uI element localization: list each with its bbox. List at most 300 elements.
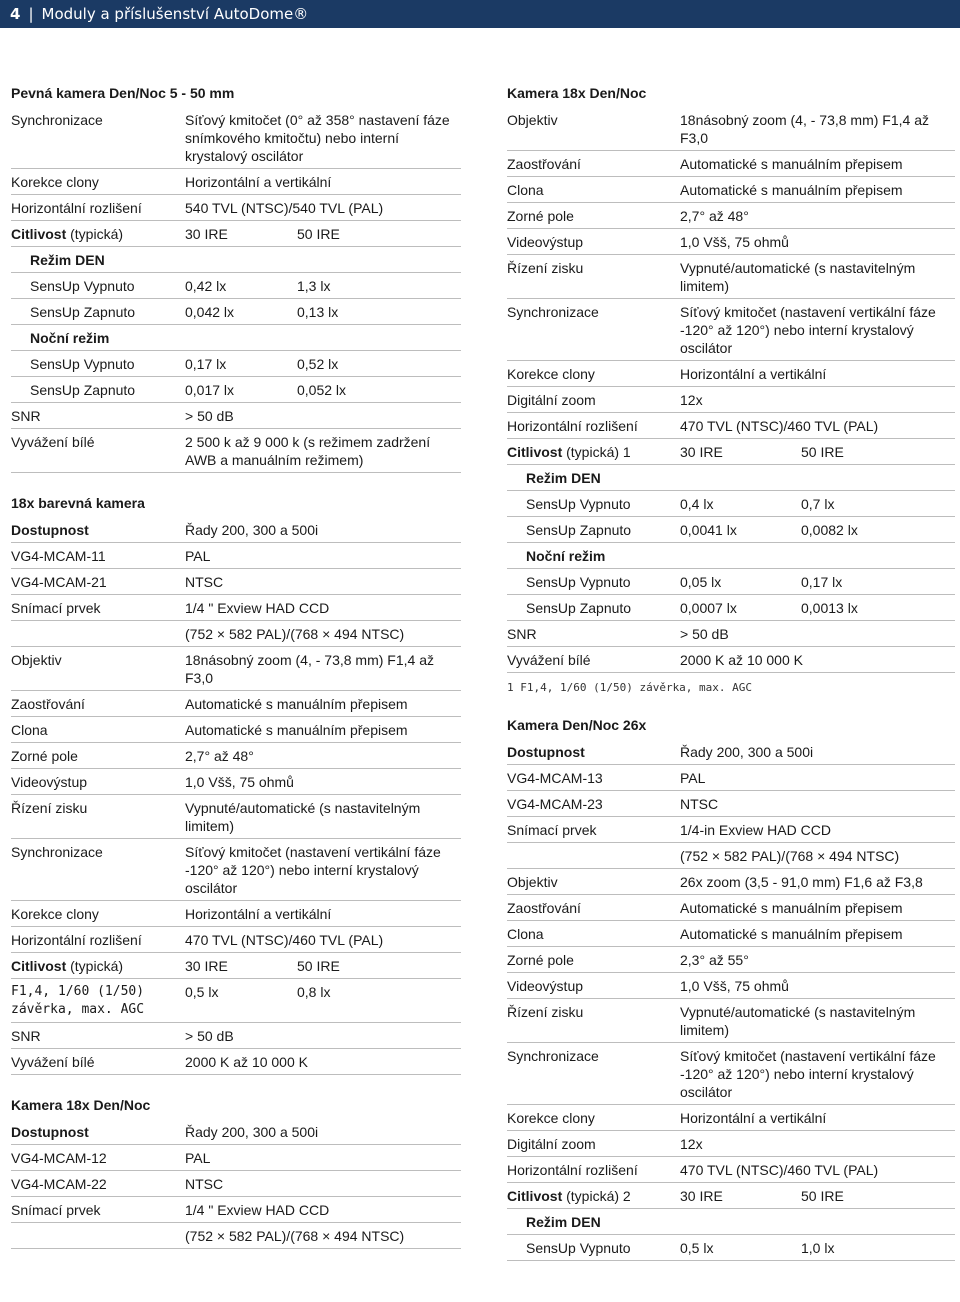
spec-row: [507, 625, 955, 651]
spec-label: [11, 407, 41, 425]
spec-value: 30 IRE: [185, 958, 228, 974]
spec-value-2: 50 IRE: [297, 958, 340, 974]
spec-label-main: Snímací prvek: [507, 822, 597, 838]
page-header: [0, 0, 960, 28]
spec-value: (752 × 582 PAL)/(768 × 494 NTSC): [185, 626, 405, 642]
spec-value: 0,4 lx: [680, 496, 714, 512]
spec-row: [11, 251, 461, 277]
spec-label-suffix: (typická) 2: [562, 1188, 631, 1204]
spec-label: [11, 1027, 41, 1045]
spec-row: [507, 795, 955, 821]
spec-value: Horizontální a vertikální: [185, 906, 332, 922]
spec-value: PAL: [680, 770, 706, 786]
spec-label-main: Synchronizace: [507, 1048, 599, 1064]
spec-label: [30, 303, 135, 321]
row-divider: [507, 646, 955, 647]
row-divider: [507, 176, 955, 177]
spec-label-main: Režim DEN: [526, 1214, 601, 1230]
spec-label: [30, 251, 105, 269]
spec-row: [11, 521, 461, 547]
spec-label: [11, 433, 95, 451]
spec-value: Automatické s manuálním přepisem: [680, 900, 903, 916]
spec-value: 0,17 lx: [185, 356, 227, 372]
spec-value: Síťový kmitočet (nastavení vertikální fáze -120° až 120°) nebo interní krystalový oscilátor: [185, 844, 441, 896]
spec-label-suffix: (typická) 1: [562, 444, 631, 460]
row-divider: [11, 978, 461, 979]
spec-label-main: Zaostřování: [11, 696, 85, 712]
spec-value: 1,0 Všš, 75 ohmů: [185, 774, 294, 790]
row-divider: [11, 1022, 461, 1023]
spec-label-main: SensUp Vypnuto: [526, 574, 631, 590]
row-divider: [507, 1234, 955, 1235]
row-divider: [11, 376, 461, 377]
spec-label: [507, 233, 583, 251]
spec-row: [11, 651, 461, 695]
spec-label: [11, 931, 142, 949]
row-divider: [11, 298, 461, 299]
spec-value: 30 IRE: [185, 226, 228, 242]
spec-value: NTSC: [185, 1176, 224, 1192]
row-divider: [11, 838, 461, 839]
row-divider: [11, 768, 461, 769]
spec-value: 2,7° až 48°: [185, 748, 254, 764]
spec-value: Řady 200, 300 a 500i: [185, 522, 319, 538]
spec-label-main: Dostupnost: [11, 522, 89, 538]
row-divider: [11, 1074, 461, 1075]
spec-row: [507, 769, 955, 795]
spec-row: [507, 925, 955, 951]
header-title: Moduly a příslušenství AutoDome®: [41, 5, 309, 23]
spec-label: [507, 651, 591, 669]
spec-row: [507, 233, 955, 259]
spec-value: 0,5 lx: [680, 1240, 714, 1256]
spec-label-main: Řízení zisku: [507, 260, 584, 276]
spec-row: [11, 1201, 461, 1227]
row-divider: [11, 324, 461, 325]
row-divider: [11, 542, 461, 543]
spec-label-main: Snímací prvek: [11, 1202, 101, 1218]
spec-label: [30, 329, 109, 347]
row-divider: [507, 1130, 955, 1131]
row-divider: [507, 620, 955, 621]
spec-row: [507, 469, 955, 495]
section-title: Kamera Den/Noc 26x: [507, 717, 647, 733]
spec-value: 2,3° až 55°: [680, 952, 749, 968]
spec-label-main: Zorné pole: [507, 208, 574, 224]
spec-label: [30, 277, 135, 295]
row-divider: [507, 868, 955, 869]
spec-value: 0,05 lx: [680, 574, 722, 590]
spec-label-main: Režim DEN: [30, 252, 105, 268]
spec-row: [11, 747, 461, 773]
page-number: 4: [10, 5, 21, 23]
spec-row: [507, 495, 955, 521]
row-divider: [507, 998, 955, 999]
spec-label-main: Objektiv: [11, 652, 62, 668]
spec-row: [11, 773, 461, 799]
spec-row: [507, 1213, 955, 1239]
spec-label-main: Citlivost: [507, 444, 563, 460]
spec-value: PAL: [185, 1150, 211, 1166]
spec-label: [11, 1123, 89, 1141]
spec-value: Řady 200, 300 a 500i: [185, 1124, 319, 1140]
spec-label: [11, 599, 100, 617]
spec-label-main: Vyvážení bílé: [11, 1054, 95, 1070]
row-divider: [507, 842, 955, 843]
spec-value: 1/4-in Exview HAD CCD: [680, 822, 831, 838]
spec-value: 0,0041 lx: [680, 522, 737, 538]
spec-label-main: SensUp Vypnuto: [526, 496, 631, 512]
spec-row: [507, 547, 955, 573]
spec-row: [507, 443, 955, 469]
row-divider: [507, 412, 955, 413]
spec-row: [507, 951, 955, 977]
spec-value: Síťový kmitočet (0° až 358° nastavení fáze snímkového kmitočtu) nebo interní krystalový oscilátor: [185, 112, 450, 164]
row-divider: [507, 894, 955, 895]
spec-label: [11, 905, 99, 923]
spec-label: [507, 951, 574, 969]
spec-label: [11, 747, 78, 765]
row-divider: [507, 764, 955, 765]
spec-label: [507, 391, 596, 409]
spec-value: PAL: [185, 548, 211, 564]
spec-label: [507, 1109, 595, 1127]
spec-row: [507, 743, 955, 769]
spec-label-main: Horizontální rozlišení: [11, 932, 142, 948]
row-divider: [507, 790, 955, 791]
spec-label-main: SensUp Vypnuto: [526, 1240, 631, 1256]
spec-label: [507, 207, 574, 225]
row-divider: [507, 1156, 955, 1157]
spec-row: [11, 1227, 461, 1253]
spec-label-main: Synchronizace: [11, 112, 103, 128]
spec-row: [11, 983, 461, 1027]
spec-label-main: Noční režim: [526, 548, 606, 564]
spec-row: [11, 381, 461, 407]
spec-row: [507, 181, 955, 207]
spec-value: Automatické s manuálním přepisem: [680, 156, 903, 172]
spec-value: Horizontální a vertikální: [680, 1110, 827, 1126]
spec-row: [11, 1149, 461, 1175]
section-title: Kamera 18x Den/Noc: [11, 1097, 151, 1113]
spec-label: [507, 743, 585, 761]
spec-label-main: Citlivost: [11, 226, 67, 242]
spec-value: (752 × 582 PAL)/(768 × 494 NTSC): [185, 1228, 405, 1244]
spec-label-main: Dostupnost: [11, 1124, 89, 1140]
spec-label: [11, 1201, 100, 1219]
spec-row: [11, 547, 461, 573]
spec-label-main: Zaostřování: [507, 156, 581, 172]
spec-value: 0,0007 lx: [680, 600, 737, 616]
spec-row: [11, 1027, 461, 1053]
spec-label: [507, 1047, 599, 1065]
row-divider: [507, 972, 955, 973]
row-divider: [507, 438, 955, 439]
spec-label-main: Citlivost: [507, 1188, 563, 1204]
spec-label: [11, 721, 48, 739]
spec-value: Automatické s manuálním přepisem: [680, 182, 903, 198]
spec-row: [507, 207, 955, 233]
spec-label-main: Horizontální rozlišení: [11, 200, 142, 216]
spec-label: [11, 695, 85, 713]
spec-label: [507, 873, 558, 891]
spec-label: [11, 983, 177, 1019]
row-divider: [11, 402, 461, 403]
row-divider: [11, 1144, 461, 1145]
row-divider: [507, 568, 955, 569]
spec-label-main: Dostupnost: [507, 744, 585, 760]
row-divider: [507, 1104, 955, 1105]
spec-value: 2000 K až 10 000 K: [680, 652, 803, 668]
spec-value: 26x zoom (3,5 - 91,0 mm) F1,6 až F3,8: [680, 874, 923, 890]
spec-value: Vypnuté/automatické (s nastavitelným limitem): [680, 1004, 916, 1038]
spec-label-main: SNR: [507, 626, 537, 642]
spec-value: 12x: [680, 392, 703, 408]
spec-label-main: SensUp Zapnuto: [30, 304, 136, 320]
spec-label: [507, 925, 544, 943]
header-separator: |: [28, 5, 34, 23]
spec-row: [507, 111, 955, 155]
spec-row: [507, 599, 955, 625]
spec-value-2: 0,13 lx: [297, 304, 339, 320]
spec-label-main: VG4-MCAM-21: [11, 574, 107, 590]
spec-label: [507, 417, 638, 435]
spec-label: [11, 799, 87, 817]
row-divider: [11, 646, 461, 647]
spec-row: [507, 821, 955, 847]
spec-label-main: Horizontální rozlišení: [507, 1162, 638, 1178]
spec-label-main: Korekce clony: [507, 1110, 595, 1126]
spec-label-main: Clona: [507, 926, 544, 942]
row-divider: [507, 228, 955, 229]
spec-row: [507, 1135, 955, 1161]
spec-value: Horizontální a vertikální: [185, 174, 332, 190]
spec-label: [507, 111, 558, 129]
spec-row: [11, 799, 461, 843]
spec-label-main: Digitální zoom: [507, 1136, 596, 1152]
row-divider: [507, 1208, 955, 1209]
row-divider: [11, 428, 461, 429]
spec-label-main: Zorné pole: [507, 952, 574, 968]
row-divider: [507, 542, 955, 543]
spec-label: [507, 899, 581, 917]
spec-row: [11, 957, 461, 983]
row-divider: [11, 246, 461, 247]
row-divider: [11, 350, 461, 351]
spec-label-main: VG4-MCAM-13: [507, 770, 603, 786]
spec-label: [526, 547, 605, 565]
section-title: Pevná kamera Den/Noc 5 - 50 mm: [11, 85, 235, 101]
spec-label-main: Vyvážení bílé: [11, 434, 95, 450]
row-divider: [507, 150, 955, 151]
row-divider: [507, 946, 955, 947]
spec-row: [507, 1003, 955, 1047]
row-divider: [11, 568, 461, 569]
spec-label-main: Vyvážení bílé: [507, 652, 591, 668]
spec-label-main: SensUp Vypnuto: [30, 356, 135, 372]
spec-label: [507, 1003, 583, 1021]
spec-row: [507, 1047, 955, 1109]
spec-row: [507, 899, 955, 925]
spec-row: [11, 625, 461, 651]
spec-label-main: Digitální zoom: [507, 392, 596, 408]
spec-label-main: Režim DEN: [526, 470, 601, 486]
spec-label: [526, 1213, 601, 1231]
spec-value-2: 0,17 lx: [801, 574, 843, 590]
spec-row: [507, 573, 955, 599]
spec-label-main: Korekce clony: [11, 906, 99, 922]
spec-row: [507, 521, 955, 547]
spec-row: [11, 407, 461, 433]
row-divider: [11, 620, 461, 621]
row-divider: [507, 516, 955, 517]
row-divider: [507, 386, 955, 387]
spec-row: [11, 303, 461, 329]
spec-label-main: Synchronizace: [507, 304, 599, 320]
spec-value-2: 50 IRE: [297, 226, 340, 242]
spec-label-main: Zorné pole: [11, 748, 78, 764]
spec-label: [507, 365, 595, 383]
spec-label-main: Korekce clony: [11, 174, 99, 190]
row-divider: [507, 594, 955, 595]
spec-row: [507, 365, 955, 391]
row-divider: [507, 490, 955, 491]
section-title: Kamera 18x Den/Noc: [507, 85, 647, 101]
spec-label: [526, 469, 601, 487]
spec-label: [30, 355, 135, 373]
spec-value: 2000 K až 10 000 K: [185, 1054, 308, 1070]
spec-value: 1,0 Všš, 75 ohmů: [680, 234, 789, 250]
spec-label: [507, 181, 544, 199]
row-divider: [11, 272, 461, 273]
footnote: 1 F1,4, 1/60 (1/50) závěrka, max. AGC: [507, 681, 753, 694]
spec-label: [11, 1149, 107, 1167]
spec-row: [507, 1161, 955, 1187]
spec-value: Automatické s manuálním přepisem: [185, 722, 408, 738]
spec-value: Vypnuté/automatické (s nastavitelným limitem): [185, 800, 421, 834]
spec-row: [11, 695, 461, 721]
spec-label-main: VG4-MCAM-22: [11, 1176, 107, 1192]
spec-label: [11, 199, 142, 217]
spec-value: 18násobný zoom (4, - 73,8 mm) F1,4 až F3,0: [185, 652, 434, 686]
spec-row: [11, 1123, 461, 1149]
row-divider: [11, 1222, 461, 1223]
spec-label: [30, 381, 135, 399]
spec-label: [507, 443, 631, 461]
row-divider: [11, 900, 461, 901]
spec-label: [11, 573, 107, 591]
spec-label: [507, 795, 603, 813]
spec-row: [507, 303, 955, 365]
row-divider: [507, 1182, 955, 1183]
spec-value: 1,0 Všš, 75 ohmů: [680, 978, 789, 994]
row-divider: [507, 202, 955, 203]
row-divider: [11, 220, 461, 221]
spec-label: [507, 769, 603, 787]
spec-row: [507, 391, 955, 417]
spec-value: (752 × 582 PAL)/(768 × 494 NTSC): [680, 848, 900, 864]
spec-label: [507, 1187, 631, 1205]
row-divider: [11, 1196, 461, 1197]
spec-label-main: SensUp Zapnuto: [526, 522, 632, 538]
spec-row: [11, 329, 461, 355]
spec-value: 470 TVL (NTSC)/460 TVL (PAL): [680, 1162, 879, 1178]
spec-value: 2 500 k až 9 000 k (s režimem zadržení AWB a manuálním režimem): [185, 434, 431, 468]
spec-row: [11, 721, 461, 747]
spec-value: 30 IRE: [680, 1188, 723, 1204]
spec-value: 470 TVL (NTSC)/460 TVL (PAL): [680, 418, 879, 434]
spec-label-main: Clona: [11, 722, 48, 738]
spec-row: [507, 1239, 955, 1265]
spec-value: 2,7° až 48°: [680, 208, 749, 224]
spec-label: [11, 1175, 107, 1193]
spec-label: [526, 599, 631, 617]
spec-label: [507, 259, 583, 277]
spec-label: [507, 1161, 638, 1179]
spec-label: [507, 821, 596, 839]
spec-value-2: 0,0082 lx: [801, 522, 858, 538]
spec-label: [11, 773, 87, 791]
spec-label: [11, 651, 62, 669]
section-title: 18x barevná kamera: [11, 495, 145, 511]
spec-value: Síťový kmitočet (nastavení vertikální fáze -120° až 120°) nebo interní krystalový oscilátor: [680, 304, 936, 356]
spec-value-2: 1,0 lx: [801, 1240, 835, 1256]
spec-label: [526, 1239, 631, 1257]
spec-row: [507, 847, 955, 873]
spec-row: [507, 259, 955, 303]
spec-value: 12x: [680, 1136, 703, 1152]
spec-row: [11, 843, 461, 905]
spec-label: [507, 977, 583, 995]
spec-value: > 50 dB: [185, 1028, 234, 1044]
spec-label-main: Horizontální rozlišení: [507, 418, 638, 434]
spec-value: 0,42 lx: [185, 278, 227, 294]
spec-label-main: VG4-MCAM-23: [507, 796, 603, 812]
spec-value: Automatické s manuálním přepisem: [680, 926, 903, 942]
spec-row: [11, 199, 461, 225]
spec-row: [11, 225, 461, 251]
row-divider: [507, 464, 955, 465]
spec-label-suffix: (typická): [66, 226, 124, 242]
row-divider: [507, 1260, 955, 1261]
spec-value-2: 1,3 lx: [297, 278, 331, 294]
spec-label-main: SNR: [11, 1028, 41, 1044]
spec-label-main: Objektiv: [507, 874, 558, 890]
spec-label-main: Videovýstup: [11, 774, 88, 790]
row-divider: [507, 254, 955, 255]
spec-label: [526, 521, 631, 539]
spec-label-main: SensUp Vypnuto: [30, 278, 135, 294]
spec-label: [507, 1135, 596, 1153]
spec-label-suffix: (typická): [66, 958, 124, 974]
spec-row: [11, 599, 461, 625]
spec-row: [507, 651, 955, 677]
spec-label: [11, 957, 123, 975]
spec-row: [11, 931, 461, 957]
spec-value: Síťový kmitočet (nastavení vertikální fáze -120° až 120°) nebo interní krystalový oscilátor: [680, 1048, 936, 1100]
row-divider: [11, 1170, 461, 1171]
spec-label: [11, 547, 106, 565]
spec-value-2: 0,52 lx: [297, 356, 339, 372]
spec-label-main: Zaostřování: [507, 900, 581, 916]
spec-label-main: Řízení zisku: [11, 800, 88, 816]
spec-label: [11, 173, 99, 191]
spec-value: Automatické s manuálním přepisem: [185, 696, 408, 712]
spec-label: [11, 111, 103, 129]
spec-label-main: Videovýstup: [507, 234, 584, 250]
spec-label: [507, 303, 599, 321]
row-divider: [11, 926, 461, 927]
